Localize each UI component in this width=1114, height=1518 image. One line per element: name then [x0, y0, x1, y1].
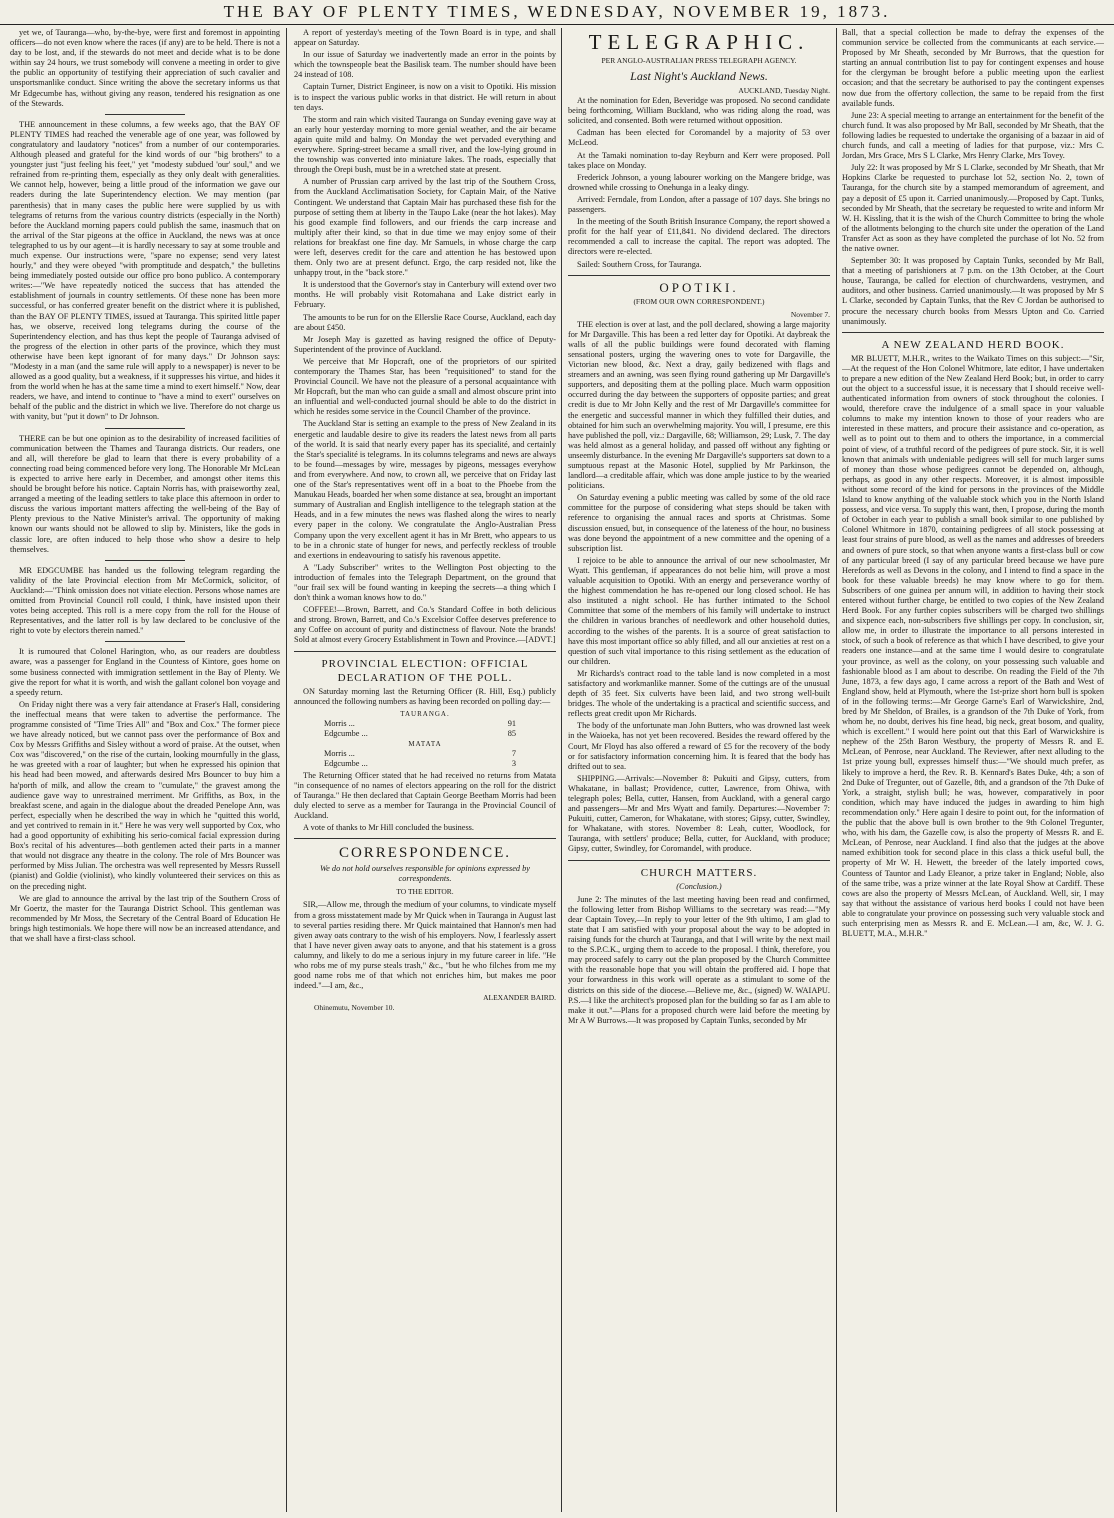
table-row: Edgcumbe ... 85: [324, 728, 516, 738]
dateline: Ohinemutu, November 10.: [314, 1003, 395, 1013]
paragraph: COFFEE!—Brown, Barrett, and Co.'s Standard Coffee in both delicious and strong. Brown, Barrett, and Co.'s Excelsior Coffee deserves preference to any Coffee on account of purity and distinctness of flavour. Note the brands! Sold at almost every Grocery Establishment in Town and Province.—[ADVT.]: [294, 605, 556, 645]
table-row: Morris ... 91: [324, 718, 516, 728]
masthead: THE BAY OF PLENTY TIMES, WEDNESDAY, NOVEMBER 19, 1873.: [0, 0, 1114, 25]
paragraph: Mr Richards's contract road to the table land is now completed in a most satisfactory and workmanlike manner. Some of the cuttings are of the unusual depth of 35 feet. Six culverts have been laid, and two strong well-built bridges. The whole of the undertaking is a practical and scientific success, and reflects great credit upon Mr Richards.: [568, 668, 830, 719]
paragraph: Mr Joseph May is gazetted as having resigned the office of Deputy-Superintendent of the province of Auckland.: [294, 334, 556, 354]
divider: [105, 560, 185, 561]
telegraphic-heading: TELEGRAPHIC.: [588, 30, 810, 54]
divider: [842, 332, 1104, 333]
paragraph: We perceive that Mr Hopcraft, one of the proprietors of our spirited contemporary the Thames Star, has been "requisitioned" to stand for the Provincial Council. We have not the pleasure of a personal acquaintance with Mr Hopcraft, but the man who can guide a small and almost obscure print into an influential and well-conducted journal should be able to do the district in which he resides some service in the Council Chamber of the province.: [294, 356, 556, 417]
to-the-editor: TO THE EDITOR.: [396, 887, 454, 897]
divider: [105, 641, 185, 642]
paragraph: The Auckland Star is setting an example to the press of New Zealand in its energetic and laudable desire to give its readers the latest news from all parts of the world. It is said that nearly every paper has its specialité, and certainly the Star's specialité is telegrams. In its columns telegrams and news are always to be found—messages by wire, messages by pigeons, messages everyhow and from everywhere. And now, to crown all, we perceive that on Friday last one of the Star's representatives went off in a boat to the Phoebe from the Manukau Heads, boarded her when some distance at sea, brought an important summary of Australian and English intelligence to the telegraph station at the Heads, and in a few minutes the news was flashed along the wires to nearly every paper in the colony. We congratulate the Anglo-Australian Press Company upon the very excellent agent it has in Mr Brett, who appears to us to be in a chronic state of hunger for news, and perfectly reckless of trouble and exertions in endeavouring to satisfy his ravenous appetite.: [294, 419, 556, 560]
divider: [294, 838, 556, 839]
church-matters-heading: CHURCH MATTERS.: [640, 866, 758, 879]
column-1: [10, 28, 280, 1512]
paragraph: On Saturday evening a public meeting was called by some of the old race committee for the purpose of considering what steps should be taken with reference to organising the annual races and sports at Christmas. Some discussion ensued, but, in consequence of the lateness of the hour, no business was done beyond the appointment of a new committee and the opening of a subscription list.: [568, 493, 830, 553]
paragraph: yet we, of Tauranga—who, by-the-bye, were first and foremost in appointing officers—do not even know where the races (if any) are to be held. There is not a day to be lost, and, if the stewards do not meet and decide what is to be done within say 24 hours, we trust somebody will convene a meeting in order to give the public an opportunity of testifying their appreciation of such cavalier and unsportsmanlike conduct. Since writing the above the secretary informs us that Mr Edgecumbe has, without giving any reason, tendered his resignation as one of the Stewards.: [10, 28, 280, 108]
paragraph: MR BLUETT, M.H.R., writes to the Waikato Times on this subject:—"Sir,—At the request of the Hon Colonel Whitmore, late editor, I have undertaken to prepare a new edition of the New Zealand Herd Book; but, in order to carry out the object to a successful issue, it is necessary that I should receive well-authenticated information from owners of stock throughout the colonies. I would, therefore crave the indulgence of a small space in your valuable columns to make my intention known to those of your readers who are interested in these matters, and procure their assistance and co-operation, as well as to point out to them and to others the importance, in a commercial point of view, of a truthful record of the pedigrees of pure stock. Sir, it is well known that animals with undeniable pedigrees will sell for much larger sums of money than those whose pedigrees cannot be depended on, although, perhaps, as good in any other respects. Moreover, it is almost impossible without some record of the kind for persons in the provinces of the Middle Island to know anything of the valuable stock which you in the North Island possess, and vice versa. To supply this want, then, I propose, during the month of October in each year to publish a small book similar to one published by Colonel Whitmore in 1870, containing pedigrees of all stock possessing at least four strains of pure blood, as well as the names and addresses of breeders and owners of pure stock, so that when anyone wants a first-class bull or cow of any particular breed (I say of any particular breed because we have pure Herefords as well as Devons in the colony, and I intend to find a space in the book for these valuable breeds) he may know where to go for them. Subscribers of one guinea per annum will, in addition to having their stock entered without further charge, be entitled to two copies of the New Zealand Herd Book. For any further copies subscribers will be charged two shillings and sixpence each, non-subscribers five shillings per copy. In conclusion, sir, allow me, in order to illustrate the importance to all persons interested in stock, of such a book of reference as that which I have described, to give your readers one instance—and at the same time I would desire to congratulate your province, as well as the colony, on your possessing such valuable and fashionable blood as I am about to describe. On reading the Field of the 7th June, 1873, a few days ago, I came across a report of the Bath and West of England show, held at Plymouth, where the 1st-prize short horn bull is spoken of in the following terms:—Mr George Garne's Earl of Warwickshire, 2nd, bred by Mr Sheldon, of Brailes, is a grandson of the 7th Duke of York, from whom he, no doubt, derives his fine head, big neck, great bosom, and quality, which is excellent." I would here point out that this Earl of Warwickshire is nephew of the 25th Baron Westbury, the property of Messrs R. and E. McLean, of Penrose, near Auckland. The Reviewer, after next alluding to the 1st prize young bull, expresses himself thus:—"We should much prefer, as likely to improve a herd, the Rev. R. B. Kennard's Bates Duke, 4th; a son of 2nd Duke of Tregunter, out of Gazelle, 8th, and a grandson of the 7th Duke of York, a straight, stylish bull; he was, however, comparatively in poor condition, which may have induced the judges in awarding to him high recommendation only." Here again I desire to point out, for the information of the public that the above bull is own brother to the 9th Colonel Tregunter, who, with his dam, the Gazelle cow, is also the property of Messrs R. and E. McLean, of Penrose, near Auckland. I find also that the judges at the above named exhibition took for second place in this class a thick useful bull, the property of Mr W. H. Hewett, the breeder of the lately imported cows, Countess of Tauntor and Lady Eleanor, a prize taker in England; Noble, also of the same tribe, was a prize winner at the late Royal Show at Cardiff. These cows are also the property of Messrs McLean, of Auckland. Well, sir, I may say that without the assistance of various herd books I could not have been able to congratulate your province on possessing such very valuable stock and such enterprising men as Messrs R. and E. McLean.—I am, &c, W. J. G. BLUETT, M.A., M.H.R.": [842, 353, 1104, 939]
opotiki-heading: OPOTIKI.: [659, 279, 739, 295]
divider: [105, 114, 185, 115]
column-rule: [286, 28, 287, 1512]
paragraph: MR EDGCUMBE has handed us the following telegram regarding the validity of the late Provincial election from Mr McCormick, solicitor, of Auckland:—"Think omission does not vitiate election. Persons whose names are omitted from Provincial Council roll could, I think, have insisted upon their votes being accepted. This roll is a mere copy from the roll for the House of Representatives, and the latter roll is by law declared to be conclusive of the right to vote by electors therein named.": [10, 565, 280, 636]
paragraph: On Friday night there was a very fair attendance at Fraser's Hall, considering the ineffectual means that were taken to advertise the performance. The programme consisted of "Time Tries All" and "Box and Cox." The former piece we have already noticed, but we cannot pass over the performance of Box and Cox by Messrs Griffiths and Sisley without a word of praise. At the outset, when Cox was "discovered," on the rise of the curtain, looking mournfully in the glass, he was greeted with a roar of laughter; but when he expressed his opinion that his head had been mowed, and afterwards desired Mrs Bouncer to buy him a ha'porth of milk, and allow the cream to "cumulate," the gravest among the audience gave way to unrestrained merriment. Mr Griffiths, as Box, in the breakfast scene, and again in the dialogue about the dreaded Penelope Ann, was perfect, especially when he described the way in which he "quitted this world, and yet contrived to remain in it." Here he was very well supported by Cox, who had a good opportunity of exhibiting his serio-comical facial expression during Box's recital of his adventures—both gentlemen acted their parts in a manner that would not disgrace any theatre in the colony. The role of Mrs Bouncer was performed by Miss Julian. The orchestra was well represented by Messrs Russell (pianist) and Goldie (violinist), who kindly volunteered their services on this as on the preceding night.: [10, 699, 280, 891]
paragraph: The Returning Officer stated that he had received no returns from Matata "in consequence of no names of electors appearing on the roll for the district of Tauranga." He then declared that Captain George Beetham Morris had been duly elected to serve as a member for Tauranga in the Provincial Council of Auckland.: [294, 770, 556, 821]
paragraph: Cadman has been elected for Coromandel by a majority of 53 over McLeod.: [568, 128, 830, 148]
divider: [568, 860, 830, 861]
paragraph: I rejoice to be able to announce the arrival of our new schoolmaster, Mr Wyatt. This gentleman, if appearances do not belie him, will prove a most valuable acquisition to Opotiki. With an energy and perseverance worthy of the highest commendation he has re-opened our long closed school. He has also instituted a night school. He has further intimated to the School Committee that some of the members of his family will undertake to instruct the children in various branches of needlework and other household duties, according to the wishes of the parents. It is a source of great satisfaction to have this most important office so ably filled, and all our anxieties at rest on a question of such vital importance to this rising settlement as the education of our children.: [568, 555, 830, 666]
paragraph: ON Saturday morning last the Returning Officer (R. Hill, Esq.) publicly announced the following numbers as having been recorded on polling day:—: [294, 686, 556, 706]
poll-table: [294, 709, 556, 769]
paragraph: THE announcement in these columns, a few weeks ago, that the BAY OF PLENTY TIMES had reached the venerable age of one year, was followed by congratulatory and laudatory "notices" from a number of our contemporaries. Although pleased and grateful for the kind words of our "big brothers" to a youngster just "just feeling his feet," yet "modesty subdued 'our' soul," and we refrained from re-printing them, especially as they only dealt with generalities. We cannot help, however, being a little proud of the information we gave our readers during the late Superintendency election. We may mention (par parenthesis) that in many cases the public here were supplied by us with telegrams of returns from the various country districts (especially in the North) before the Auckland morning papers could publish the same, inasmuch that on the arrival of the Star pigeons at the office in Auckland, the news was at once telegraphed to us by our agent—it is hardly necessary to say at some trouble and much expense. Our instructions were, "spare no expense; send very latest hourly," and they were obeyed "with promptitude and despatch," the bulletins being immediately posted outside our office pro bono publico. A contemporary writes:—"We have repeatedly noticed the success that has attended the establishment of journals in country settlements. Of these none has been more successful, or has conferred greater benefit on the district where it is published, than the BAY OF PLENTY TIMES, issued at Tauranga. This spirited little paper has, we observe, received long telegrams during the course of the Superintendency election, and has thus kept the people of Tauranga advised of the progress of the election in other parts of the province, which they must otherwise have been kept ignorant of for many days." Dr Johnson says: "Modesty in a man (and the same rule will apply to a newspaper) is never to be allowed as a good quality, but a weakness, if it suppresses his virtue, and hides it from the world when he has at the same time a mind to exert himself." Now, dear readers, we have, and intend to continue to "have a mind to exert" ourselves on behalf of the public and the district in which we live. Therefore do not charge us with vanity, but "put it down" to Dr Johnson.: [10, 119, 280, 422]
column-3: [568, 28, 830, 1512]
column-rule: [561, 28, 562, 1512]
paragraph: SHIPPING.—Arrivals:—November 8: Pukuiti and Gipsy, cutters, from Whakatane, in ballast; Providence, cutter, Lawrence, from Ohiwa, with telegraph poles; Bella, cutter, Hansen, from Auckland, with a general cargo and passengers—Mr and Mrs Wyatt and family. Departures:—November 7: Pukuiti, cutter, Cameron, for Whakatane, with stores; Gipsy, cutter, Swindley, for Whakatane, with stores. November 8: Leah, cutter, Woodlock, for Tauranga, with settlers' produce; Bella, cutter, for Auckland, with produce; Gipsy, cutter, Swindley, for Coromandel, with produce.: [568, 773, 830, 854]
divider: [105, 428, 185, 429]
paragraph: June 2: The minutes of the last meeting having been read and confirmed, the following letter from Bishop Williams to the secretary was read:—"My dear Captain Tovey,—In reply to your letter of the 9th ultimo, I am glad to state that I am satisfied with your proposal about the way to be adopted in raising funds for the church at Tauranga, and that I will write by the next mail to the S.P.C.K., urging them to accede to the proposal. I think, therefore, you may proceed safely to carry out the plan proposed by the Church Committee with the reasonable hope that you will obtain the proffered aid. I hope that your forwardness in this work will operate as a stimulant to some of the districts on this side of the diocese.—Believe me, &c., (signed) W. WAIAPU. P.S.—I like the architect's proposed plan for the building so far as I am able to make it out."—Plans for a proposed church were laid before the meeting by Mr A W Burrows.—It was proposed by Captain Tunks, seconded by Mr: [568, 894, 830, 1025]
paragraph: Frederick Johnson, a young labourer working on the Mangere bridge, was drowned while crossing to Onehunga in a leaky dingy.: [568, 172, 830, 192]
disclaimer: We do not hold ourselves responsible for opinions expressed by correspondents.: [320, 864, 530, 884]
column-rule: [836, 28, 837, 1512]
correspondent-line: (FROM OUR OWN CORRESPONDENT.): [633, 296, 765, 306]
paragraph: Ball, that a special collection be made to defray the expenses of the communion service be collected from the communicants at each service.—Proposed by Mr Sheath, seconded by Mr Burrows, that the question for starting an annual contribution list to pay for contingent expenses and house for the clergyman be brought before a public meeting upon the earliest occasion; and that the secretary be authorised to pay the contingent expenses now due from the offertory collection, the same to be repaid from the first available funds.: [842, 28, 1104, 108]
paragraph: July 22: It was proposed by Mr S L Clarke, seconded by Mr Sheath, that Mr Hopkins Clarke be requested to purchase lot 52, section No. 2, town of Tauranga, for the church site by a stamped memorandum of agreement, and pay a deposit of £5 upon it. Carried unanimously.—Proposed by Capt. Tunks, seconded by Mr Sheath, that the secretary be requested to write and inform Mr W. H. Kissling, that it is the wish of the Church Committee to bring the whole of the allotments belonging to the church site under the operation of the Land Transfer Act as soon as they have completed the purchase of lot No. 52 from the native owner.: [842, 163, 1104, 253]
paragraph: It is rumoured that Colonel Harington, who, as our readers are doubtless aware, was a passenger for England in the Countess of Kintore, goes home on some business connected with immigration settlement in the Bay of Plenty. We give the report for what it is worth, and wish the gallant colonel bon voyage and a speedy return.: [10, 647, 280, 697]
column-4: [842, 28, 1104, 1512]
paragraph: SIR,—Allow me, through the medium of your columns, to vindicate myself from a gross misstatement made by Mr Quick when in Tauranga in August last to several parties residing there. Mr Quick maintained that Hannon's men had given away oats contrary to the wish of his employers. Now, I fearlessly assert that I have never given away oats to anyone, and that his statement is a gross calumny, and likely to do me a serious injury in my future career in life. "He who robs me of my purse steals trash," &c., "but he who filches from me my good name robs me of that which not enriches him, but makes me poor indeed."—I am, &c.,: [294, 900, 556, 991]
agency-line: PER ANGLO-AUSTRALIAN PRESS TELEGRAPH AGENCY.: [601, 56, 797, 65]
poll-place: TAURANGA.: [400, 709, 450, 718]
conclusion-note: (Conclusion.): [676, 881, 722, 891]
column-2: [294, 28, 556, 1512]
paragraph: A vote of thanks to Mr Hill concluded the business.: [303, 823, 474, 833]
paragraph: We are glad to announce the arrival by the last trip of the Southern Cross of Mr Goertz, the master for the Tauranga District School. This gentleman was recommended by Mr Moss, the Secretary of the Central Board of Education He brings high testimonials. We hope there will now be an increased attendance, and that we shall have a first-class school.: [10, 893, 280, 943]
paragraph: Arrived: Ferndale, from London, after a passage of 107 days. She brings no passengers.: [568, 194, 830, 215]
paragraph: September 30: It was proposed by Captain Tunks, seconded by Mr Ball, that a meeting of parishioners at 7 p.m. on the 13th October, at the Court house, Tauranga, be called for election of churchwardens, vestrymen, and auditors, and other business. Carried unanimously.—It was proposed by Mr S L Clarke, seconded by Captain Tunks, that the Rev C Jordan be authorised to procure the necessary church books from Messrs Upton and Co. Carried unanimously.: [842, 256, 1104, 326]
dateline: AUCKLAND, Tuesday Night.: [738, 86, 830, 95]
paragraph: The body of the unfortunate man John Butters, who was drowned last week in the Waioeka, has not yet been recovered. Besides the reward offered by the Court, Mr Floyd has also offered a reward of £5 for the recovery of the body or for satisfactory information concerning him. It is feared that the body has drifted out to sea.: [568, 721, 830, 771]
paragraph: June 23: A special meeting to arrange an entertainment for the benefit of the church fund. It was also proposed by Mr Ball, seconded by Mr Sheath, that the following ladies be requested to undertake the organising of a bazaar in aid of church funds, and call a meeting of ladies for that purpose, viz.: Mrs C. Jordan, Mrs Grace, Mrs S L Clarke, Mrs Henry Clarke, Mrs Tovey.: [842, 110, 1104, 161]
divider: [568, 275, 830, 276]
paragraph: THERE can be but one opinion as to the desirability of increased facilities of communication between the Thames and Tauranga districts. Our readers, one and all, will therefore be glad to learn that there is every probability of a connecting road being commenced before very long. The Honorable Mr McLean is expected to arrive here early in December, and amongst other items this should be brought before his notice. Captain Norris has, with praiseworthy zeal, arranged a meeting of the leading settlers to take place this afternoon in order to discuss the various important matters affecting the well-being of the Bay of Plenty previous to the Native Minister's arrival. The opportunity of making known our wants should not be allowed to slip by. Ministers, like the gods in classic lore, are often induced to help those who show a desire to help themselves.: [10, 433, 280, 554]
paragraph: In our issue of Saturday we inadvertently made an error in the points by which the townspeople beat the Basilisk team. The number should have been 24 instead of 108.: [294, 50, 556, 80]
paragraph: A number of Prussian carp arrived by the last trip of the Southern Cross, from the Auckland Acclimatisation Society, for Captain Mair, of the Native Contingent. We understand that Captain Mair has purchased these fish for the purpose of setting them at liberty in the Taupo Lake (near the hot lakes). May his good example find followers, and our friends the carp increase and multiply after their kind, so that in due time we may enjoy some of their relations for breakfast one fine day. Mr Samuels, in whose charge the carp were left, deserves credit for the care and attention he has bestowed upon them. Only two are at present defunct. Ergo, the carp resided not, like the unhappy trout, in the "back store.": [294, 177, 556, 278]
paragraph: In the meeting of the South British Insurance Company, the report showed a profit for the half year of £11,841. No dividend declared. The directors recommended a call to increase the capital. The report was adopted. The directors were re-elected.: [568, 217, 830, 257]
table-row: Edgcumbe ... 3: [324, 758, 516, 768]
paragraph: Captain Turner, District Engineer, is now on a visit to Opotiki. His mission is to inspect the various public works in that district. He will return in about ten days.: [294, 82, 556, 112]
paragraph: A "Lady Subscriber" writes to the Wellington Post objecting to the introduction of females into the Telegraph Department, on the ground that "our frail sex will be found wanting in keeping the secrets—a thing which I don't think a woman knows how to do.": [294, 562, 556, 603]
auckland-news-heading: Last Night's Auckland News.: [630, 69, 768, 83]
herd-book-heading: A NEW ZEALAND HERD BOOK.: [881, 338, 1065, 351]
table-row: Morris ... 7: [324, 748, 516, 758]
paragraph: A report of yesterday's meeting of the Town Board is in type, and shall appear on Saturday.: [294, 28, 556, 48]
paragraph: The storm and rain which visited Tauranga on Sunday evening gave way at an early hour yesterday morning to more genial weather, and the air became again quite mild and balmy. On Monday the wet pervaded everything and everywhere. Spring-street became a small river, and the low-lying ground in the township was converted into miniature lakes. The roads, especially that through the Orepi bush, must be in a wretched state at present.: [294, 114, 556, 175]
poll-place: MATATA: [408, 739, 442, 748]
paragraph: At the nomination for Eden, Beveridge was proposed. No second candidate being forthcoming, William Buckland, who was riding along the road, was solicited, and consented. Both were returned without opposition.: [568, 96, 830, 126]
poll-heading: PROVINCIAL ELECTION: OFFICIAL DECLARATION OF THE POLL.: [321, 657, 529, 684]
correspondence-heading: CORRESPONDENCE.: [338, 845, 512, 862]
signature: ALEXANDER BAIRD.: [483, 993, 556, 1003]
paragraph: Sailed: Southern Cross, for Tauranga.: [577, 259, 702, 269]
paragraph: THE election is over at last, and the poll declared, showing a large majority for Mr Dargaville. This has been a red letter day for Opotiki. At daybreak the walls of all the public buildings were found decorated with flaming sensational posters, urging the wavering ones to vote for Dargaville, the Victorian new blood, &c. Next a dray, gaily bedizened with flags and streamers and an awning, was seen flying round gathering up Mr Dargaville's supporters, and depositing them at the polling place. Much warm opposition occurred during the day between the supporters of opposite parties; and great credit is due to Mr John Kelly and the rest of Mr Dargaville's committee for the energetic and successful manner in which they fulfilled their duties, and obtained for him such an overwhelming majority. You will, I presume, ere this have published the poll, viz.: Dargaville, 68; Williamson, 29; Lusk, 7. The day was held almost as a general holiday, and passed off without any fighting or unseemly disturbance. In the evening Mr Dargaville's supporters sat down to a sumptuous repast at the Masonic Hotel, supplied by Mr Parkinson, the landlord—a creditable affair, which was done ample justice to by the wearied politicians.: [568, 319, 830, 491]
paragraph: It is understood that the Governor's stay in Canterbury will extend over two months. He will probably visit Rotomahana and Lake district early in February.: [294, 280, 556, 310]
divider: [294, 651, 556, 652]
paragraph: At the Tamaki nomination to-day Reyburn and Kerr were proposed. Poll takes place on Monday.: [568, 150, 830, 170]
dateline: November 7.: [790, 309, 830, 319]
paragraph: The amounts to be run for on the Ellerslie Race Course, Auckland, each day are about £450.: [294, 312, 556, 332]
